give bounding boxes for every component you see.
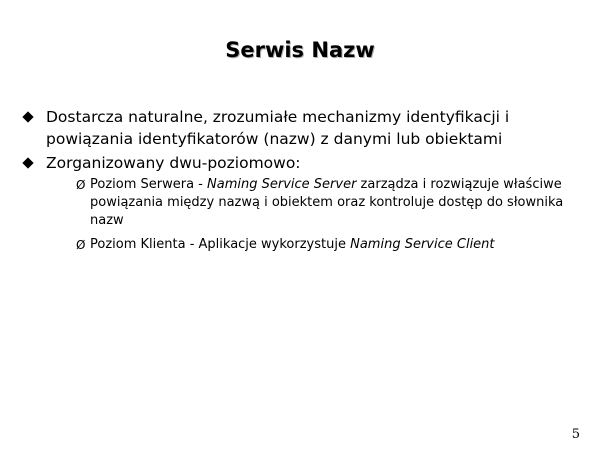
bullet-item <box>24 152 584 254</box>
arrow-bullet-icon: Ø <box>76 178 86 192</box>
bullet-text: Dostarcza naturalne, zrozumiałe mechanizmy identyfikacji i powiązania identyfikatorów (nazw) z danymi lub obiektami <box>46 108 510 148</box>
bullet-item <box>24 106 584 150</box>
bullet-text: Zorganizowany dwu-poziomowo: <box>46 154 301 172</box>
sub-bullet-item <box>76 176 590 230</box>
sub-bullet-suffix: zarządza i rozwiązuje właściwe powiązania między nazwą i obiektem oraz kontroluje dostęp do słownika nazw <box>90 177 564 228</box>
sub-bullet-list <box>76 176 584 254</box>
page-number: 5 <box>571 427 580 442</box>
sub-bullet-emphasis: Naming Service Client <box>350 237 495 252</box>
slide-title: Serwis Nazw <box>225 38 375 62</box>
diamond-bullet-icon <box>22 157 33 168</box>
bullet-list <box>24 106 584 260</box>
sub-bullet-emphasis: Naming Service Server <box>207 177 357 192</box>
diamond-bullet-icon <box>22 111 33 122</box>
sub-bullet-prefix: Poziom Klienta - Aplikacje wykorzystuje <box>90 237 351 252</box>
arrow-bullet-icon: Ø <box>76 238 86 252</box>
sub-bullet-item <box>76 236 590 254</box>
sub-bullet-prefix: Poziom Serwera - <box>90 177 208 192</box>
